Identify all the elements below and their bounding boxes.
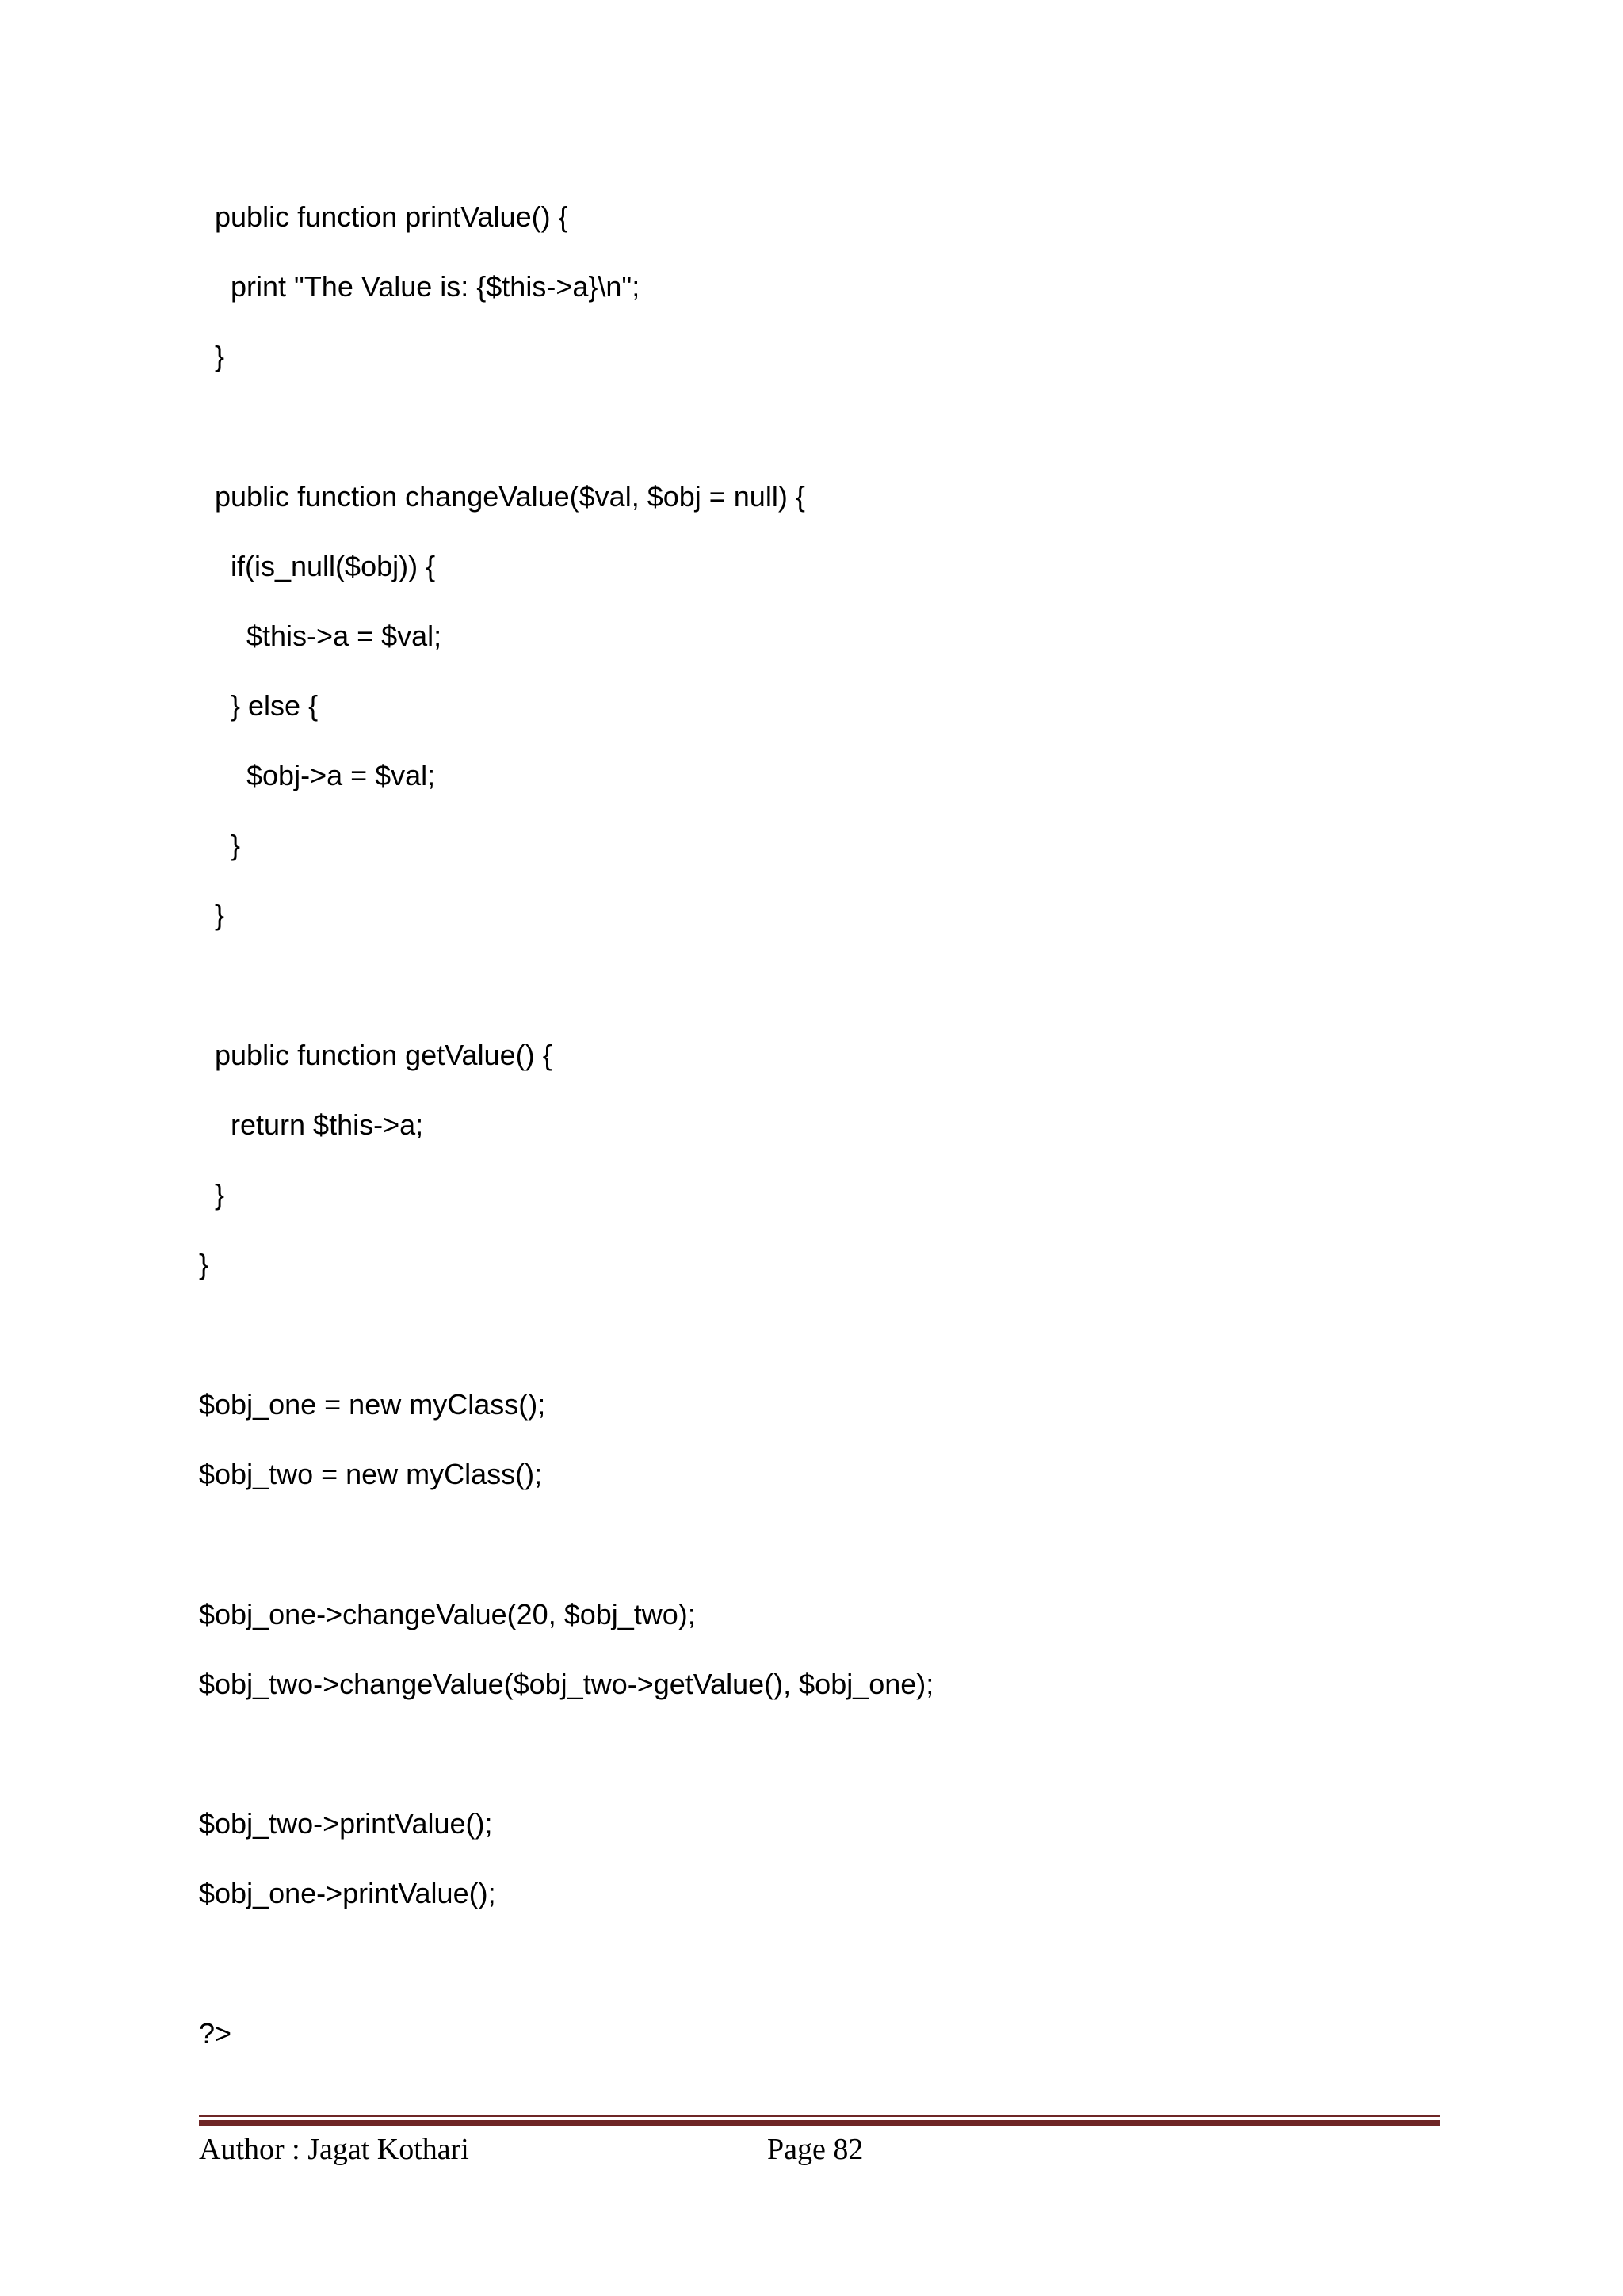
code-line: public function getValue() { [199,1039,552,1071]
footer-divider-thick [199,2120,1440,2126]
code-line: } [199,829,241,861]
code-line: public function changeValue($val, $obj = null) { [199,480,805,513]
page-number: Page 82 [767,2133,864,2166]
code-line: } else { [199,689,319,722]
code-line: return $this->a; [199,1108,424,1141]
code-line: ?> [199,2017,232,2050]
code-line: } [199,898,225,931]
code-line: } [199,1178,225,1211]
code-line: $obj_one->printValue(); [199,1877,496,1909]
code-line: $this->a = $val; [199,620,442,652]
code-line: print "The Value is: {$this->a}\n"; [199,270,640,303]
footer-divider [199,2115,1440,2117]
code-line: } [199,1248,209,1280]
footer-author: Author : Jagat Kothari [199,2133,469,2166]
code-line: $obj->a = $val; [199,759,436,791]
code-line: $obj_two = new myClass(); [199,1458,543,1490]
code-line: if(is_null($obj)) { [199,550,436,582]
code-line: public function printValue() { [199,200,568,233]
code-line: } [199,340,225,372]
code-line: $obj_one->changeValue(20, $obj_two); [199,1598,696,1630]
code-line: $obj_two->changeValue($obj_two->getValue(), $obj_one); [199,1668,934,1700]
code-line: $obj_two->printValue(); [199,1807,493,1840]
code-line: $obj_one = new myClass(); [199,1388,546,1421]
